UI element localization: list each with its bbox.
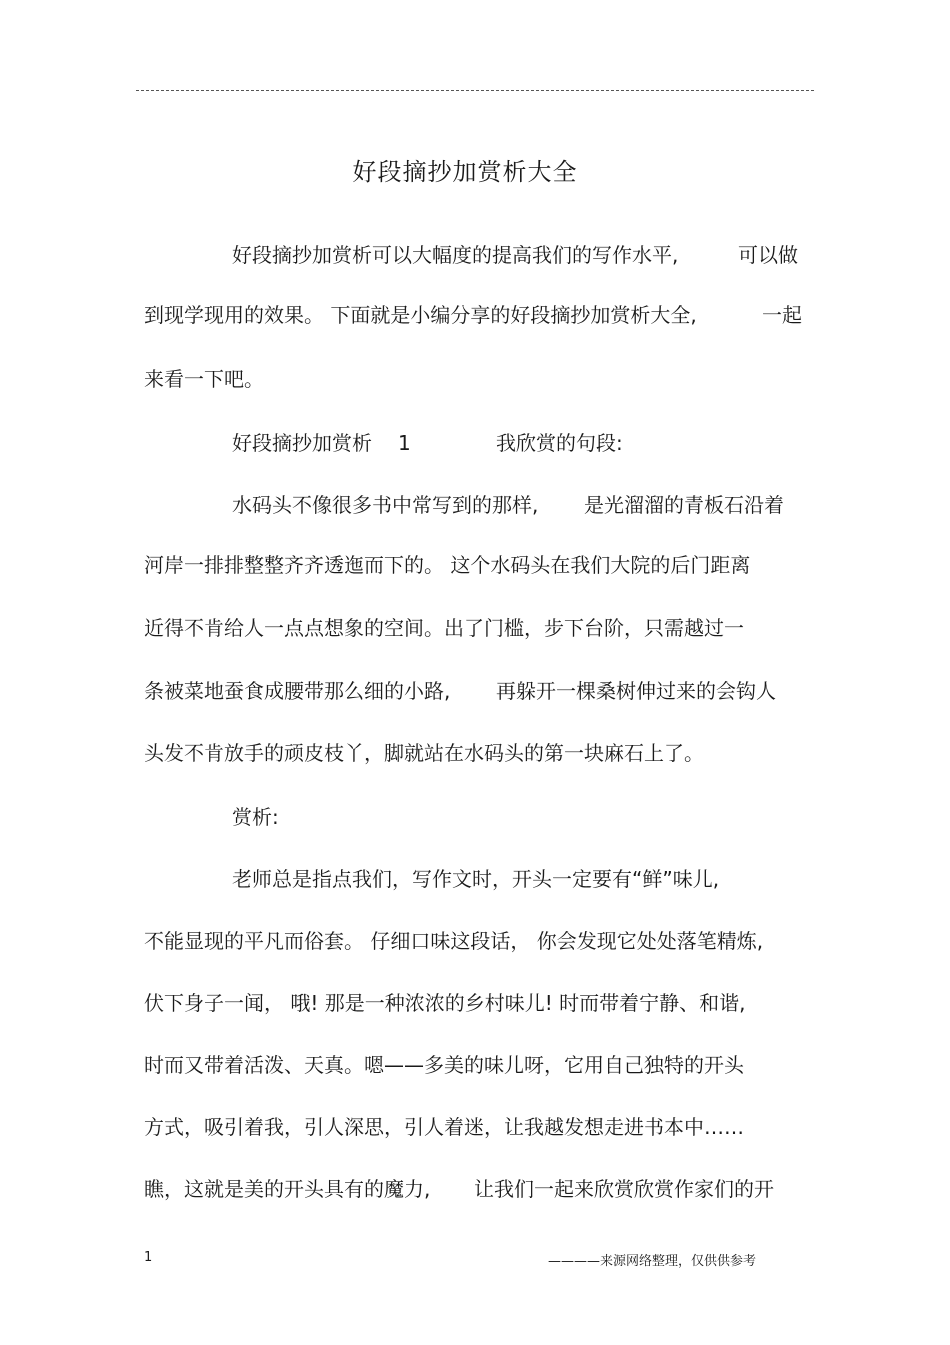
header-rule bbox=[136, 90, 814, 91]
analysis-line-2: 不能显现的平凡而俗套。 仔细口味这段话， 你会发现它处处落笔精炼, bbox=[144, 929, 764, 953]
section-label: 我欣赏的句段: bbox=[496, 431, 623, 455]
analysis-line-4: 时而又带着活泼、天真。嗯——多美的味儿呀，它用自己独特的开头 bbox=[144, 1053, 744, 1077]
excerpt-line-1a: 水码头不像很多书中常写到的那样, bbox=[232, 493, 539, 517]
excerpt-line-4b: 再躲开一棵桑树伸过来的会钩人 bbox=[496, 679, 776, 703]
excerpt-line-4a: 条被菜地蚕食成腰带那么细的小路, bbox=[144, 679, 451, 703]
intro-line-2a: 到现学现用的效果。 下面就是小编分享的好段摘抄加赏析大全, bbox=[144, 303, 697, 327]
section-number: 1 bbox=[398, 431, 411, 455]
excerpt-line-1b: 是光溜溜的青板石沿着 bbox=[584, 493, 784, 517]
excerpt-line-5: 头发不肯放手的顽皮枝丫，脚就站在水码头的第一块麻石上了。 bbox=[144, 741, 704, 765]
excerpt-line-3: 近得不肯给人一点点想象的空间。出了门槛，步下台阶，只需越过一 bbox=[144, 616, 744, 640]
intro-line-1b: 可以做 bbox=[738, 243, 798, 267]
analysis-line-5: 方式，吸引着我，引人深思，引人着迷，让我越发想走进书本中…… bbox=[144, 1115, 744, 1139]
page-number: 1 bbox=[144, 1250, 153, 1265]
section-heading-text: 好段摘抄加赏析 bbox=[232, 431, 372, 455]
intro-line-2b: 一起 bbox=[762, 303, 802, 327]
analysis-line-6a: 瞧，这就是美的开头具有的魔力, bbox=[144, 1177, 431, 1201]
document-title: 好段摘抄加赏析大全 bbox=[352, 158, 578, 186]
analysis-line-6b: 让我们一起来欣赏欣赏作家们的开 bbox=[474, 1177, 774, 1201]
intro-line-1a: 好段摘抄加赏析可以大幅度的提高我们的写作水平, bbox=[232, 243, 679, 267]
analysis-label: 赏析: bbox=[232, 805, 279, 829]
excerpt-line-2: 河岸一排排整整齐齐透迤而下的。 这个水码头在我们大院的后门距离 bbox=[144, 553, 751, 577]
analysis-line-3: 伏下身子一闻， 哦! 那是一种浓浓的乡村味儿! 时而带着宁静、和谐, bbox=[144, 991, 746, 1015]
intro-line-3: 来看一下吧。 bbox=[144, 367, 264, 391]
footer-source-note: ————来源网络整理，仅供供参考 bbox=[548, 1254, 757, 1269]
analysis-line-1: 老师总是指点我们，写作文时，开头一定要有“鲜”味儿, bbox=[232, 867, 720, 891]
